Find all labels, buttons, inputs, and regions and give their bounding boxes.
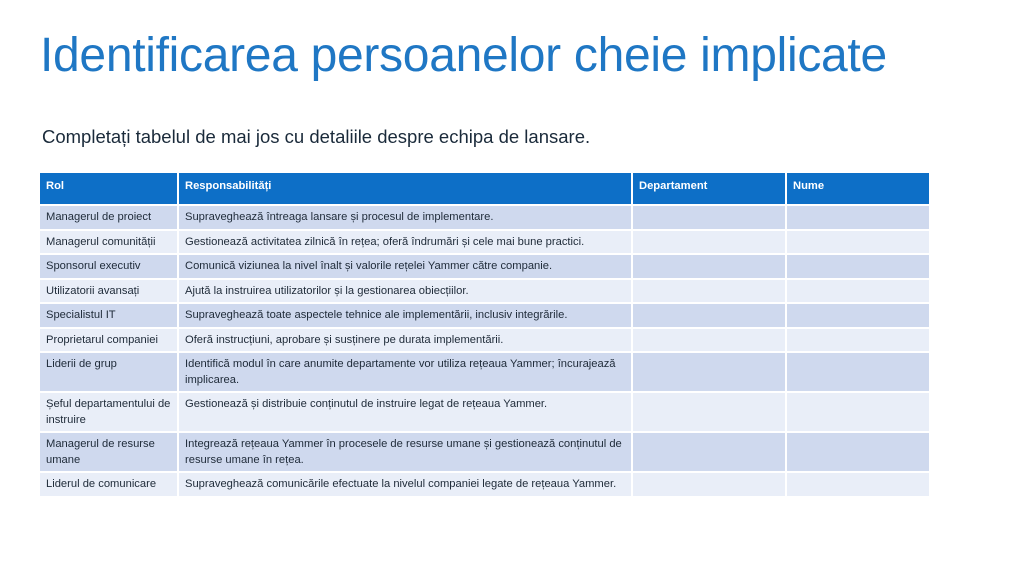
cell-responsabilitati: Supraveghează toate aspectele tehnice ale implementării, inclusiv integrările.	[178, 303, 632, 328]
cell-rol: Managerul comunității	[40, 230, 178, 255]
cell-departament[interactable]	[632, 472, 786, 497]
table-row	[40, 230, 929, 255]
table-row	[40, 205, 929, 230]
cell-departament[interactable]	[632, 205, 786, 230]
header-departament: Departament	[632, 173, 786, 205]
cell-responsabilitati: Supraveghează comunicările efectuate la nivelul companiei legate de rețeaua Yammer.	[178, 472, 632, 497]
cell-rol: Managerul de proiect	[40, 205, 178, 230]
table-row	[40, 432, 929, 472]
cell-rol: Liderii de grup	[40, 352, 178, 392]
cell-nume[interactable]	[786, 279, 929, 304]
cell-rol: Utilizatorii avansați	[40, 279, 178, 304]
cell-rol: Proprietarul companiei	[40, 328, 178, 353]
slide-title: Identificarea persoanelor cheie implicate	[40, 29, 887, 82]
team-table	[40, 173, 929, 498]
cell-responsabilitati: Oferă instrucțiuni, aprobare și susținere pe durata implementării.	[178, 328, 632, 353]
cell-rol: Managerul de resurse umane	[40, 432, 178, 472]
table-row	[40, 254, 929, 279]
header-rol: Rol	[40, 173, 178, 205]
cell-rol: Specialistul IT	[40, 303, 178, 328]
cell-nume[interactable]	[786, 254, 929, 279]
cell-departament[interactable]	[632, 352, 786, 392]
cell-nume[interactable]	[786, 472, 929, 497]
table-row	[40, 352, 929, 392]
cell-departament[interactable]	[632, 328, 786, 353]
cell-departament[interactable]	[632, 303, 786, 328]
cell-departament[interactable]	[632, 392, 786, 432]
cell-rol: Sponsorul executiv	[40, 254, 178, 279]
slide-subtitle: Completați tabelul de mai jos cu detaliile despre echipa de lansare.	[42, 126, 591, 147]
cell-nume[interactable]	[786, 303, 929, 328]
cell-responsabilitati: Integrează rețeaua Yammer în procesele de resurse umane și gestionează conținutul de resurse umane în rețea.	[178, 432, 632, 472]
cell-departament[interactable]	[632, 254, 786, 279]
table-row	[40, 279, 929, 304]
header-responsabilitati: Responsabilități	[178, 173, 632, 205]
cell-responsabilitati: Gestionează și distribuie conținutul de instruire legat de rețeaua Yammer.	[178, 392, 632, 432]
cell-responsabilitati: Ajută la instruirea utilizatorilor și la gestionarea obiecțiilor.	[178, 279, 632, 304]
table-row	[40, 303, 929, 328]
cell-nume[interactable]	[786, 328, 929, 353]
cell-nume[interactable]	[786, 432, 929, 472]
table-row	[40, 472, 929, 497]
cell-nume[interactable]	[786, 230, 929, 255]
cell-nume[interactable]	[786, 205, 929, 230]
cell-rol: Șeful departamentului de instruire	[40, 392, 178, 432]
table-row	[40, 392, 929, 432]
header-nume: Nume	[786, 173, 929, 205]
cell-responsabilitati: Gestionează activitatea zilnică în rețea; oferă îndrumări și cele mai bune practici.	[178, 230, 632, 255]
cell-nume[interactable]	[786, 392, 929, 432]
cell-nume[interactable]	[786, 352, 929, 392]
table-header-row	[40, 173, 929, 205]
cell-responsabilitati: Identifică modul în care anumite departamente vor utiliza rețeaua Yammer; încurajează implicarea.	[178, 352, 632, 392]
cell-responsabilitati: Comunică viziunea la nivel înalt și valorile rețelei Yammer către companie.	[178, 254, 632, 279]
cell-responsabilitati: Supraveghează întreaga lansare și procesul de implementare.	[178, 205, 632, 230]
cell-rol: Liderul de comunicare	[40, 472, 178, 497]
cell-departament[interactable]	[632, 230, 786, 255]
cell-departament[interactable]	[632, 279, 786, 304]
cell-departament[interactable]	[632, 432, 786, 472]
table-row	[40, 328, 929, 353]
